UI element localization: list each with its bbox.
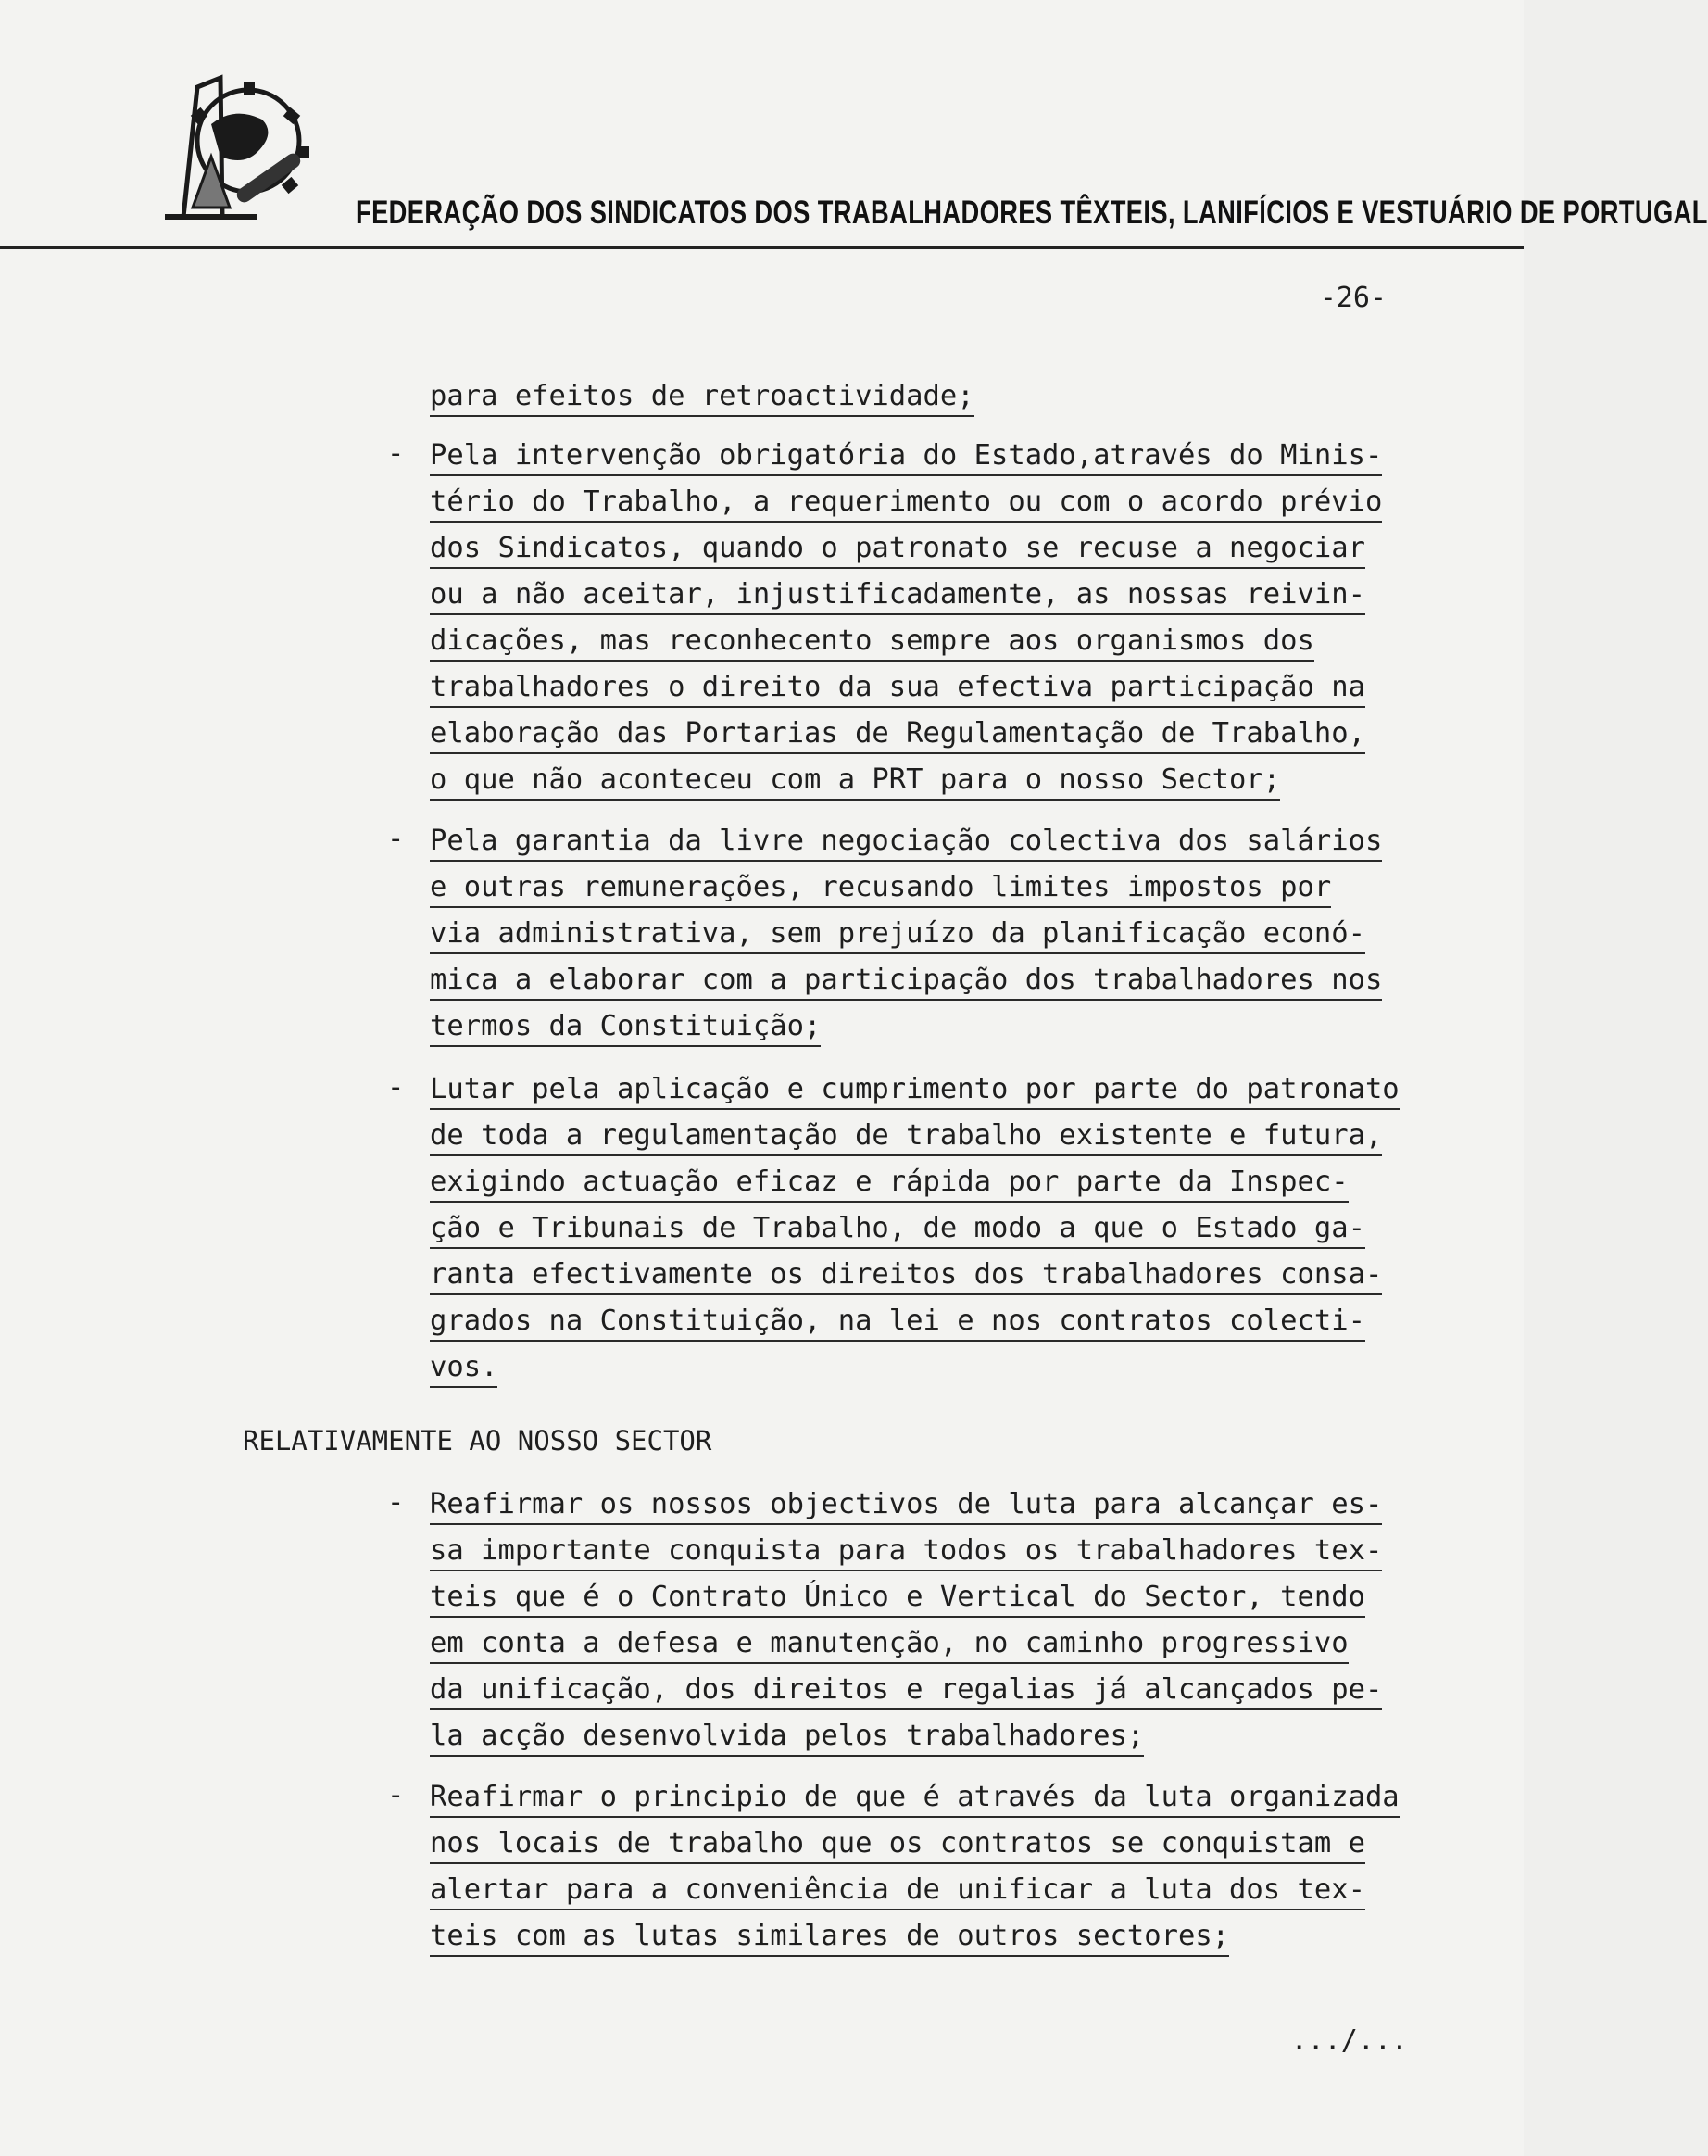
text-line: grados na Constituição, na lei e nos contratos colecti- <box>430 1303 1365 1342</box>
text-line: mica a elaborar com a participação dos trabalhadores nos <box>430 962 1382 1001</box>
section-heading: RELATIVAMENTE AO NOSSO SECTOR <box>243 1425 712 1456</box>
text-line: em conta a defesa e manutenção, no caminho progressivo <box>430 1625 1349 1664</box>
bullet-dash: - <box>387 1486 405 1519</box>
text-line: ção e Tribunais de Trabalho, de modo a que o Estado ga- <box>430 1210 1365 1249</box>
text-line: teis que é o Contrato Único e Vertical do Sector, tendo <box>430 1579 1365 1618</box>
text-line: elaboração das Portarias de Regulamentação de Trabalho, <box>430 715 1365 754</box>
text-line: Reafirmar o principio de que é através da luta organizada <box>430 1779 1400 1818</box>
text-line: da unificação, dos direitos e regalias já alcançados pe- <box>430 1671 1382 1710</box>
text-line: exigindo actuação eficaz e rápida por parte da Inspec- <box>430 1164 1349 1203</box>
organization-name: FEDERAÇÃO DOS SINDICATOS DOS TRABALHADORES TÊXTEIS, LANIFÍCIOS E VESTUÁRIO DE PORTUGAL <box>356 195 1708 231</box>
text-line: sa importante conquista para todos os trabalhadores tex- <box>430 1532 1382 1571</box>
text-line: de toda a regulamentação de trabalho existente e futura, <box>430 1117 1382 1156</box>
text-line: trabalhadores o direito da sua efectiva participação na <box>430 669 1365 708</box>
continuation-mark: .../... <box>1290 2024 1408 2057</box>
text-line: Lutar pela aplicação e cumprimento por parte do patronato <box>430 1071 1400 1110</box>
bleed-through-text: ‎ ‎ ‎ ‎ ‎ ‎ ‎ ‎ ‎ ‎ ‎ ‎ ‎ ‎ ‎ ‎ ‎ ‎ ‎ ‎ ‎ ‎ ‎ ‎ ‎ ‎ ‎ ‎ ‎ ‎ ‎ ‎ ‎ ‎ ‎ ‎ <box>93 389 640 420</box>
text-line: dos Sindicatos, quando o patronato se recuse a negociar <box>430 530 1365 569</box>
text-line: tério do Trabalho, a requerimento ou com o acordo prévio <box>430 484 1382 523</box>
text-line: vos. <box>430 1349 497 1388</box>
text-line: o que não aconteceu com a PRT para o nosso Sector; <box>430 762 1280 801</box>
text-line: ou a não aceitar, injustificadamente, as nossas reivin- <box>430 576 1365 615</box>
text-line: nos locais de trabalho que os contratos se conquistam e <box>430 1825 1365 1864</box>
text-line: alertar para a conveniência de unificar a luta dos tex- <box>430 1872 1365 1910</box>
text-line: teis com as lutas similares de outros sectores; <box>430 1918 1229 1957</box>
bullet-dash: - <box>387 823 405 855</box>
text-line: dicações, mas reconhecento sempre aos organismos dos <box>430 623 1314 662</box>
text-line: Pela intervenção obrigatória do Estado,através do Minis- <box>430 437 1382 476</box>
text-line: la acção desenvolvida pelos trabalhadores; <box>430 1718 1144 1757</box>
bullet-dash: - <box>387 437 405 470</box>
text-line: e outras remunerações, recusando limites impostos por <box>430 869 1331 908</box>
text-line: via administrativa, sem prejuízo da planificação econó- <box>430 915 1365 954</box>
page-number: -26- <box>1319 282 1387 314</box>
bullet-dash: - <box>387 1779 405 1811</box>
text-line: ranta efectivamente os direitos dos trabalhadores consa- <box>430 1256 1382 1295</box>
header-rule <box>0 246 1524 249</box>
text-line: termos da Constituição; <box>430 1008 821 1047</box>
federation-logo <box>156 69 322 228</box>
text-line: Pela garantia da livre negociação colectiva dos salários <box>430 823 1382 862</box>
bullet-dash: - <box>387 1071 405 1103</box>
text-line: para efeitos de retroactividade; <box>430 378 974 417</box>
text-line: Reafirmar os nossos objectivos de luta para alcançar es- <box>430 1486 1382 1525</box>
